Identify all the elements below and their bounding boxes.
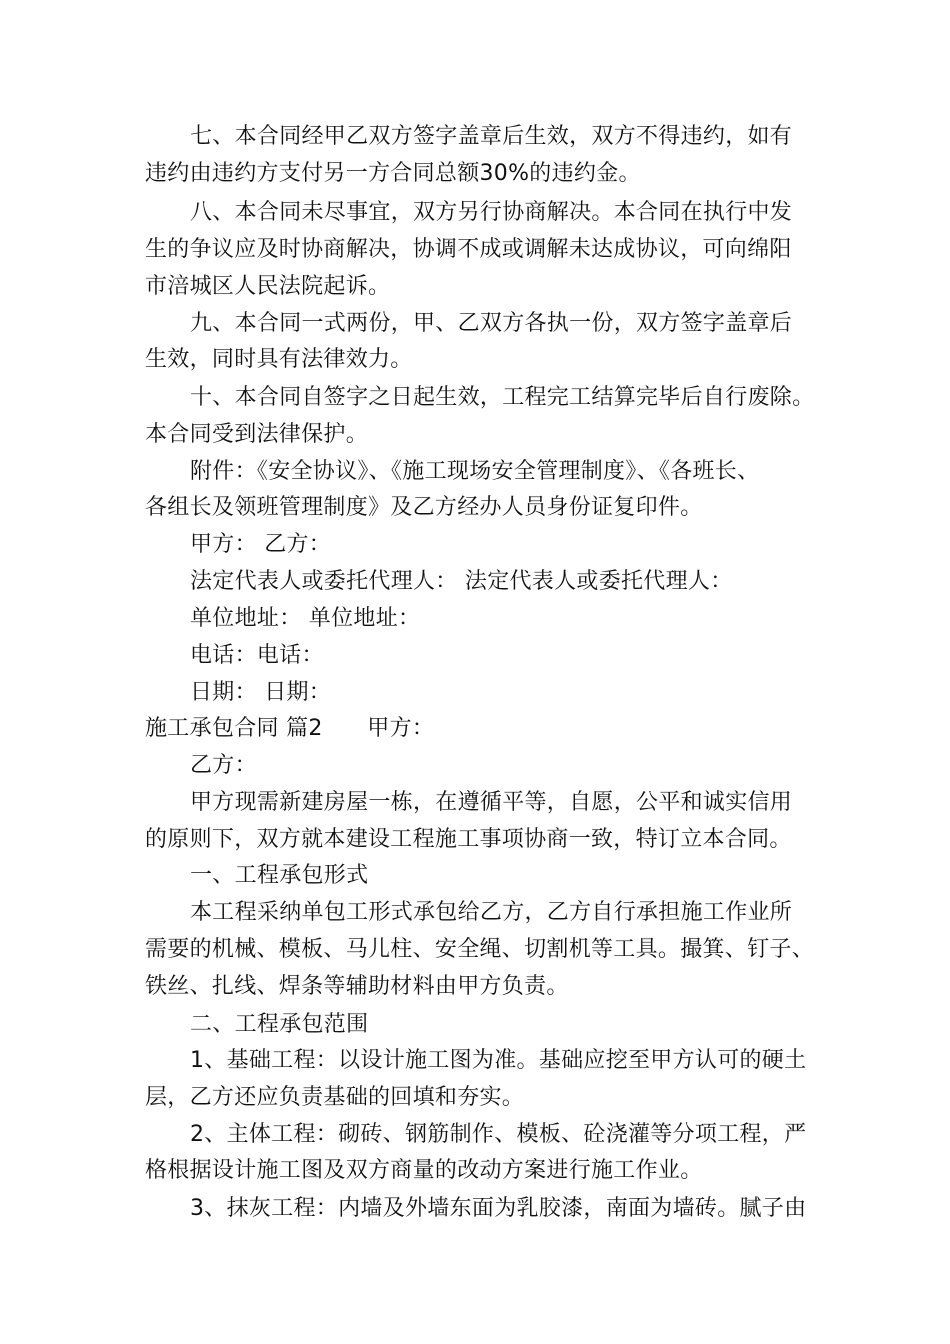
item-3-line-1: 3、抹灰工程：内墙及外墙东面为乳胶漆，南面为墙砖。腻子由 [190, 1196, 807, 1221]
intro-line-1: 甲方现需新建房屋一栋，在遵循平等，自愿，公平和诚实信用 [190, 790, 793, 815]
party-line: 甲方： 乙方： [190, 532, 332, 557]
representative-line: 法定代表人或委托代理人： 法定代表人或委托代理人： [190, 569, 733, 594]
party-b-line: 乙方： [190, 753, 257, 778]
address-line: 单位地址： 单位地址： [190, 606, 421, 631]
item-2-line-2: 格根据设计施工图及双方商量的改动方案进行施工作业。 [145, 1158, 703, 1183]
item-1-line-1: 1、基础工程：以设计施工图为准。基础应挖至甲方认可的硬土 [190, 1048, 807, 1073]
clause-9-line-2: 生效，同时具有法律效力。 [145, 347, 413, 372]
clause-8-line-3: 市涪城区人民法院起诉。 [145, 274, 391, 299]
intro-line-2: 的原则下，双方就本建设工程施工事项协商一致，特订立本合同。 [145, 827, 792, 852]
section-1-line-1: 本工程采纳单包工形式承包给乙方，乙方自行承担施工作业所 [190, 900, 793, 925]
item-1-line-2: 层，乙方还应负责基础的回填和夯实。 [145, 1085, 525, 1110]
phone-line: 电话：电话： [190, 643, 324, 668]
attachment-line-2: 各组长及领班管理制度》及乙方经办人员身份证复印件。 [145, 495, 703, 520]
item-2-line-1: 2、主体工程：砌砖、钢筋制作、模板、砼浇灌等分项工程，严 [190, 1122, 807, 1147]
section-1-line-2: 需要的机械、模板、马儿柱、安全绳、切割机等工具。撮箕、钉子、 [145, 937, 815, 962]
clause-8-line-1: 八、本合同未尽事宜，双方另行协商解决。本合同在执行中发 [190, 200, 793, 225]
section-1-line-3: 铁丝、扎线、焊条等辅助材料由甲方负责。 [145, 974, 569, 999]
clause-10-line-2: 本合同受到法律保护。 [145, 422, 369, 447]
clause-10-line-1: 十、本合同自签字之日起生效，工程完工结算完毕后自行废除。 [190, 385, 815, 410]
attachment-line-1: 附件：《安全协议》、《施工现场安全管理制度》、《各班长、 [190, 459, 760, 484]
date-line: 日期： 日期： [190, 680, 332, 705]
clause-7-line-1: 七、本合同经甲乙双方签字盖章后生效，双方不得违约，如有 [190, 124, 793, 149]
section-1-heading: 一、工程承包形式 [190, 863, 369, 888]
contract-2-heading: 施工承包合同 篇2 甲方： [145, 716, 435, 741]
clause-9-line-1: 九、本合同一式两份，甲、乙双方各执一份，双方签字盖章后 [190, 311, 793, 336]
clause-8-line-2: 生的争议应及时协商解决，协调不成或调解未达成协议，可向绵阳 [145, 237, 792, 262]
section-2-heading: 二、工程承包范围 [190, 1012, 369, 1037]
clause-7-line-2: 违约由违约方支付另一方合同总额30%的违约金。 [145, 161, 641, 186]
